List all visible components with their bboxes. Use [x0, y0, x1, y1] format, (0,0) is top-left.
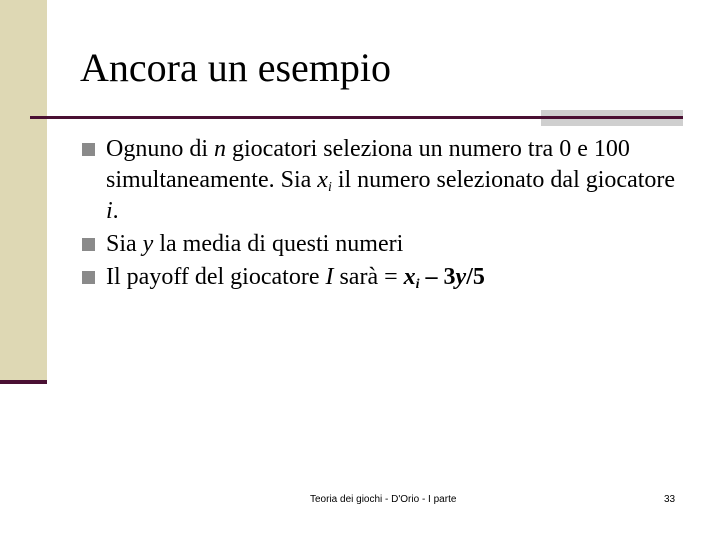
bullet-square-icon: [82, 271, 95, 284]
page-number: 33: [664, 494, 676, 505]
side-decor-bar: [0, 0, 47, 380]
bullet-list: [82, 134, 682, 295]
title-rule: [30, 116, 683, 119]
bullet-item: Ognuno di n giocatori seleziona un numero tra 0 e 100 simultaneamente. Sia $x_i$ il numero selezionato dal giocatore i.: [82, 134, 682, 227]
bullet-square-icon: [82, 143, 95, 156]
slide-title: Ancora un esempio: [80, 45, 392, 90]
bullet-item: Sia y la media di questi numeri: [82, 229, 682, 260]
side-decor-bar-edge: [0, 380, 47, 384]
footer-text: Teoria dei giochi - D'Orio - I parte: [310, 494, 457, 505]
bullet-item: Il payoff del giocatore I sarà = $x_i - 3y/5$: [82, 262, 682, 293]
payoff-formula: $x_i - 3y/5$: [403, 264, 485, 292]
bullet-square-icon: [82, 238, 95, 251]
